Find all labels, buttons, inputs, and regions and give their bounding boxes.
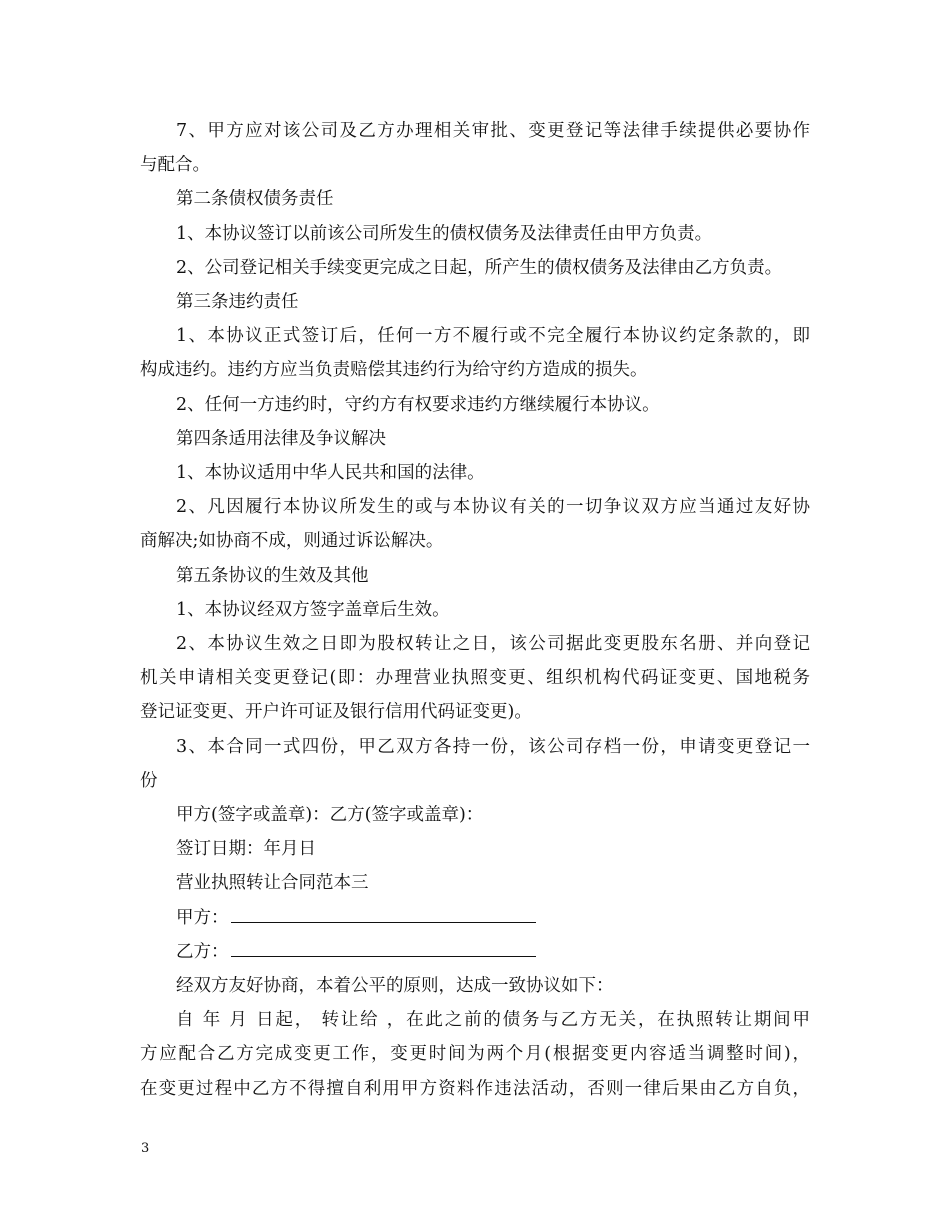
paragraph-line: 2、本协议生效之日即为股权转让之日，该公司据此变更股东名册、并向登记 (176, 634, 810, 654)
page-number: 3 (141, 1141, 150, 1156)
party-a-blank (231, 908, 536, 923)
paragraph-line: 1、本协议适用中华人民共和国的法律。 (176, 463, 485, 483)
paragraph-line: 份 (140, 771, 158, 791)
party-b-label: 乙方： (176, 942, 229, 962)
paragraph-line: 方应配合乙方完成变更工作，变更时间为两个月(根据变更内容适当调整时间)， (140, 1044, 810, 1064)
party-b-row (176, 941, 536, 963)
section-heading: 第二条债权债务责任 (176, 189, 334, 209)
section-heading: 第三条违约责任 (176, 292, 299, 312)
paragraph-line: 1、本协议经双方签字盖章后生效。 (176, 600, 450, 620)
paragraph-line: 机关申请相关变更登记(即：办理营业执照变更、组织机构代码证变更、国地税务 (140, 668, 810, 688)
paragraph-line: 自 年 月 日起， 转让给 ，在此之前的债务与乙方无关，在执照转让期间甲 (176, 1010, 810, 1030)
paragraph-line: 构成违约。违约方应当负责赔偿其违约行为给守约方造成的损失。 (140, 360, 648, 380)
section-heading: 第四条适用法律及争议解决 (176, 429, 386, 449)
sign-date-line: 签订日期：年月日 (176, 839, 316, 859)
party-b-blank (231, 942, 536, 957)
paragraph-line: 1、本协议签订以前该公司所发生的债权债务及法律责任由甲方负责。 (176, 224, 713, 244)
party-a-label: 甲方： (176, 908, 229, 928)
paragraph-line: 7、甲方应对该公司及乙方办理相关审批、变更登记等法律手续提供必要协作 (176, 121, 810, 141)
paragraph-line: 商解决;如协商不成，则通过诉讼解决。 (140, 531, 444, 551)
paragraph-line: 与配合。 (140, 155, 210, 175)
paragraph-line: 经双方友好协商，本着公平的原则，达成一致协议如下： (176, 976, 614, 996)
paragraph-line: 3、本合同一式四份，甲乙双方各持一份，该公司存档一份，申请变更登记一 (176, 737, 810, 757)
contract-title: 营业执照转让合同范本三 (176, 873, 369, 893)
paragraph-line: 2、公司登记相关手续变更完成之日起，所产生的债权债务及法律由乙方负责。 (176, 258, 783, 278)
section-heading: 第五条协议的生效及其他 (176, 566, 369, 586)
paragraph-line: 2、凡因履行本协议所发生的或与本协议有关的一切争议双方应当通过友好协 (176, 497, 810, 517)
paragraph-line: 在变更过程中乙方不得擅自利用甲方资料作违法活动，否则一律后果由乙方自负， (140, 1079, 810, 1099)
paragraph-line: 1、本协议正式签订后，任何一方不履行或不完全履行本协议约定条款的，即 (176, 326, 810, 346)
paragraph-line: 2、任何一方违约时，守约方有权要求违约方继续履行本协议。 (176, 395, 660, 415)
party-a-row (176, 907, 536, 929)
paragraph-line: 登记证变更、开户许可证及银行信用代码证变更)。 (140, 702, 532, 722)
signature-line: 甲方(签字或盖章)：乙方(签字或盖章)： (176, 805, 484, 825)
